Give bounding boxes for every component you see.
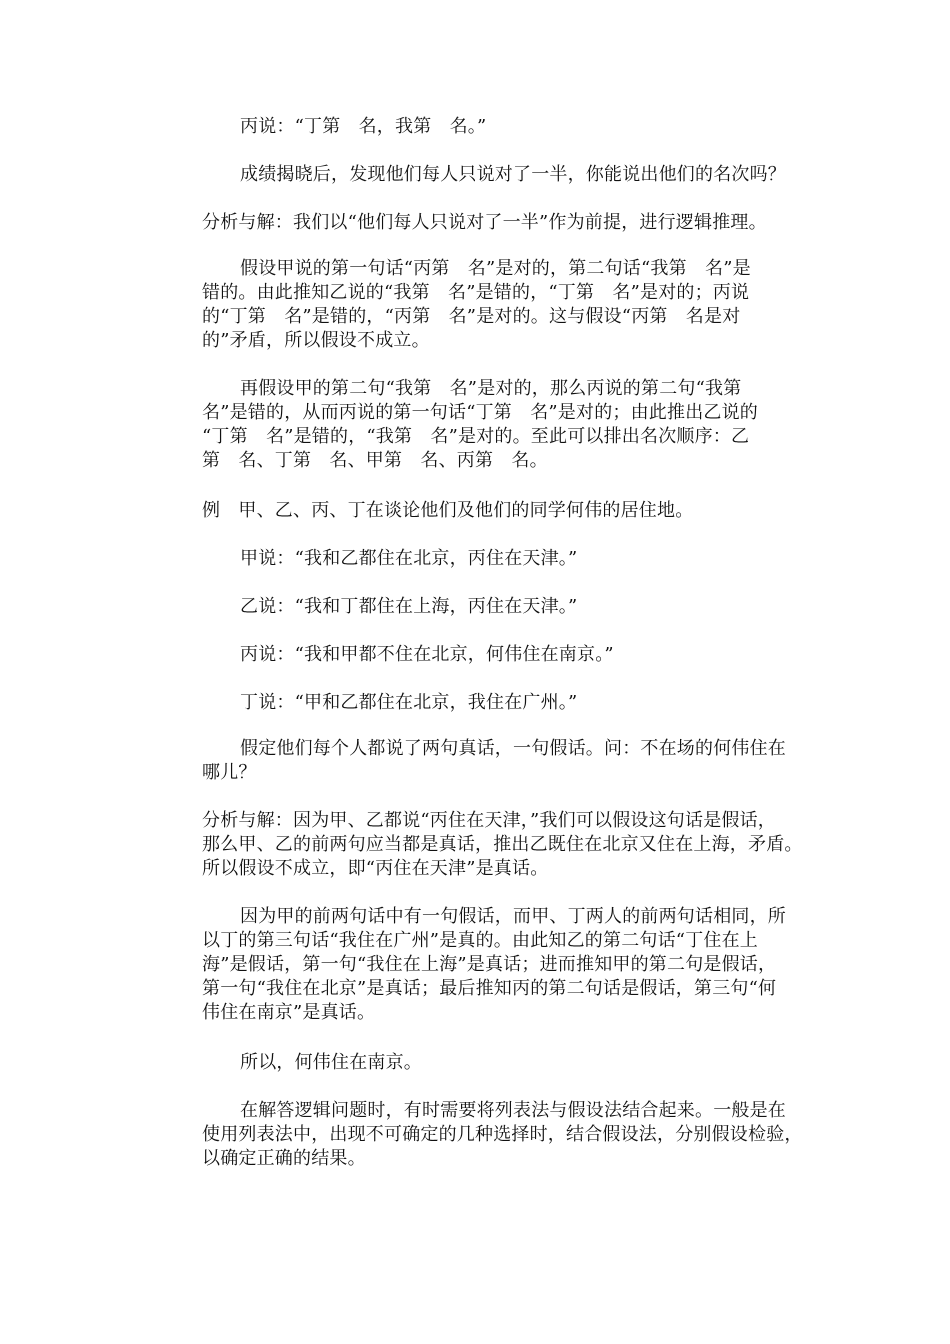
paragraph-line: 所以，何伟住在南京。 — [240, 1052, 422, 1073]
analysis-heading-1 — [202, 211, 808, 235]
paragraph-line: 再假设甲的第二句“我第 名”是对的，那么丙说的第二句“我第 — [240, 378, 742, 399]
paragraph-line: 使用列表法中，出现不可确定的几种选择时，结合假设法，分别假设检验， — [202, 1124, 803, 1145]
paragraph-line: “丁第 名”是错的，“我第 名”是对的。至此可以排出名次顺序：乙 — [202, 426, 750, 447]
paragraph-line: 的”矛盾，所以假设不成立。 — [202, 330, 430, 351]
paragraph-question — [202, 737, 808, 785]
paragraph-line: 分析与解：因为甲、乙都说“丙住在天津，”我们可以假设这句话是假话， — [202, 810, 777, 831]
paragraph-line: 甲说：“我和乙都住在北京，丙住在天津。” — [240, 548, 578, 569]
paragraph-line: 假设甲说的第一句话“丙第 名”是对的，第二句话“我第 名”是 — [240, 258, 751, 279]
paragraph-line: 第 名、丁第 名、甲第 名、丙第 名。 — [202, 450, 548, 471]
paragraph-line: 假定他们每个人都说了两句真话，一句假话。问：不在场的何伟住在 — [240, 738, 786, 759]
paragraph-line: 错的。由此推知乙说的“我第 名”是错的，“丁第 名”是对的；丙说 — [202, 282, 750, 303]
paragraph-bing — [202, 643, 808, 667]
paragraph-1 — [202, 115, 808, 139]
paragraph-line: 例 甲、乙、丙、丁在谈论他们及他们的同学何伟的居住地。 — [202, 500, 694, 521]
paragraph-line: 那么甲、乙的前两句应当都是真话，推出乙既住在北京又住在上海，矛盾。 — [202, 834, 803, 855]
paragraph-summary — [202, 1099, 808, 1171]
paragraph-yi — [202, 595, 808, 619]
paragraph-line: 成绩揭晓后，发现他们每人只说对了一半，你能说出他们的名次吗？ — [240, 164, 786, 185]
paragraph-line: 哪儿？ — [202, 762, 257, 783]
paragraph-line: 丁说：“甲和乙都住在北京，我住在广州。” — [240, 692, 578, 713]
paragraph-2 — [202, 163, 808, 187]
paragraph-line: 分析与解：我们以“他们每人只说对了一半”作为前提，进行逻辑推理。 — [202, 212, 767, 233]
paragraph-line: 丙说：“我和甲都不住在北京，何伟住在南京。” — [240, 644, 614, 665]
paragraph-line: 因为甲的前两句话中有一句假话，而甲、丁两人的前两句话相同，所 — [240, 906, 786, 927]
paragraph-line: 伟住在南京”是真话。 — [202, 1002, 376, 1023]
paragraph-line: 的“丁第 名”是错的，“丙第 名”是对的。这与假设“丙第 名是对 — [202, 306, 741, 327]
paragraph-reasoning — [202, 905, 808, 1025]
example-heading — [202, 499, 808, 523]
paragraph-line: 名”是错的，从而丙说的第一句话“丁第 名”是对的；由此推出乙说的 — [202, 402, 759, 423]
paragraph-4 — [202, 257, 808, 353]
paragraph-line: 第一句“我住在北京”是真话；最后推知丙的第二句话是假话，第三句“何 — [202, 978, 777, 999]
paragraph-line: 丙说：“丁第 名，我第 名。” — [240, 116, 487, 137]
paragraph-jia — [202, 547, 808, 571]
paragraph-line: 海”是假话，第一句“我住在上海”是真话；进而推知甲的第二句是假话， — [202, 954, 777, 975]
paragraph-line: 以丁的第三句话“我住在广州”是真的。由此知乙的第二句话“丁住在上 — [202, 930, 759, 951]
paragraph-line: 乙说：“我和丁都住在上海，丙住在天津。” — [240, 596, 578, 617]
paragraph-5 — [202, 377, 808, 473]
paragraph-line: 所以假设不成立，即“丙住在天津”是真话。 — [202, 858, 549, 879]
paragraph-conclusion — [202, 1051, 808, 1075]
paragraph-ding — [202, 691, 808, 715]
paragraph-line: 以确定正确的结果。 — [202, 1148, 366, 1169]
analysis-heading-2 — [202, 809, 808, 881]
paragraph-line: 在解答逻辑问题时，有时需要将列表法与假设法结合起来。一般是在 — [240, 1100, 786, 1121]
